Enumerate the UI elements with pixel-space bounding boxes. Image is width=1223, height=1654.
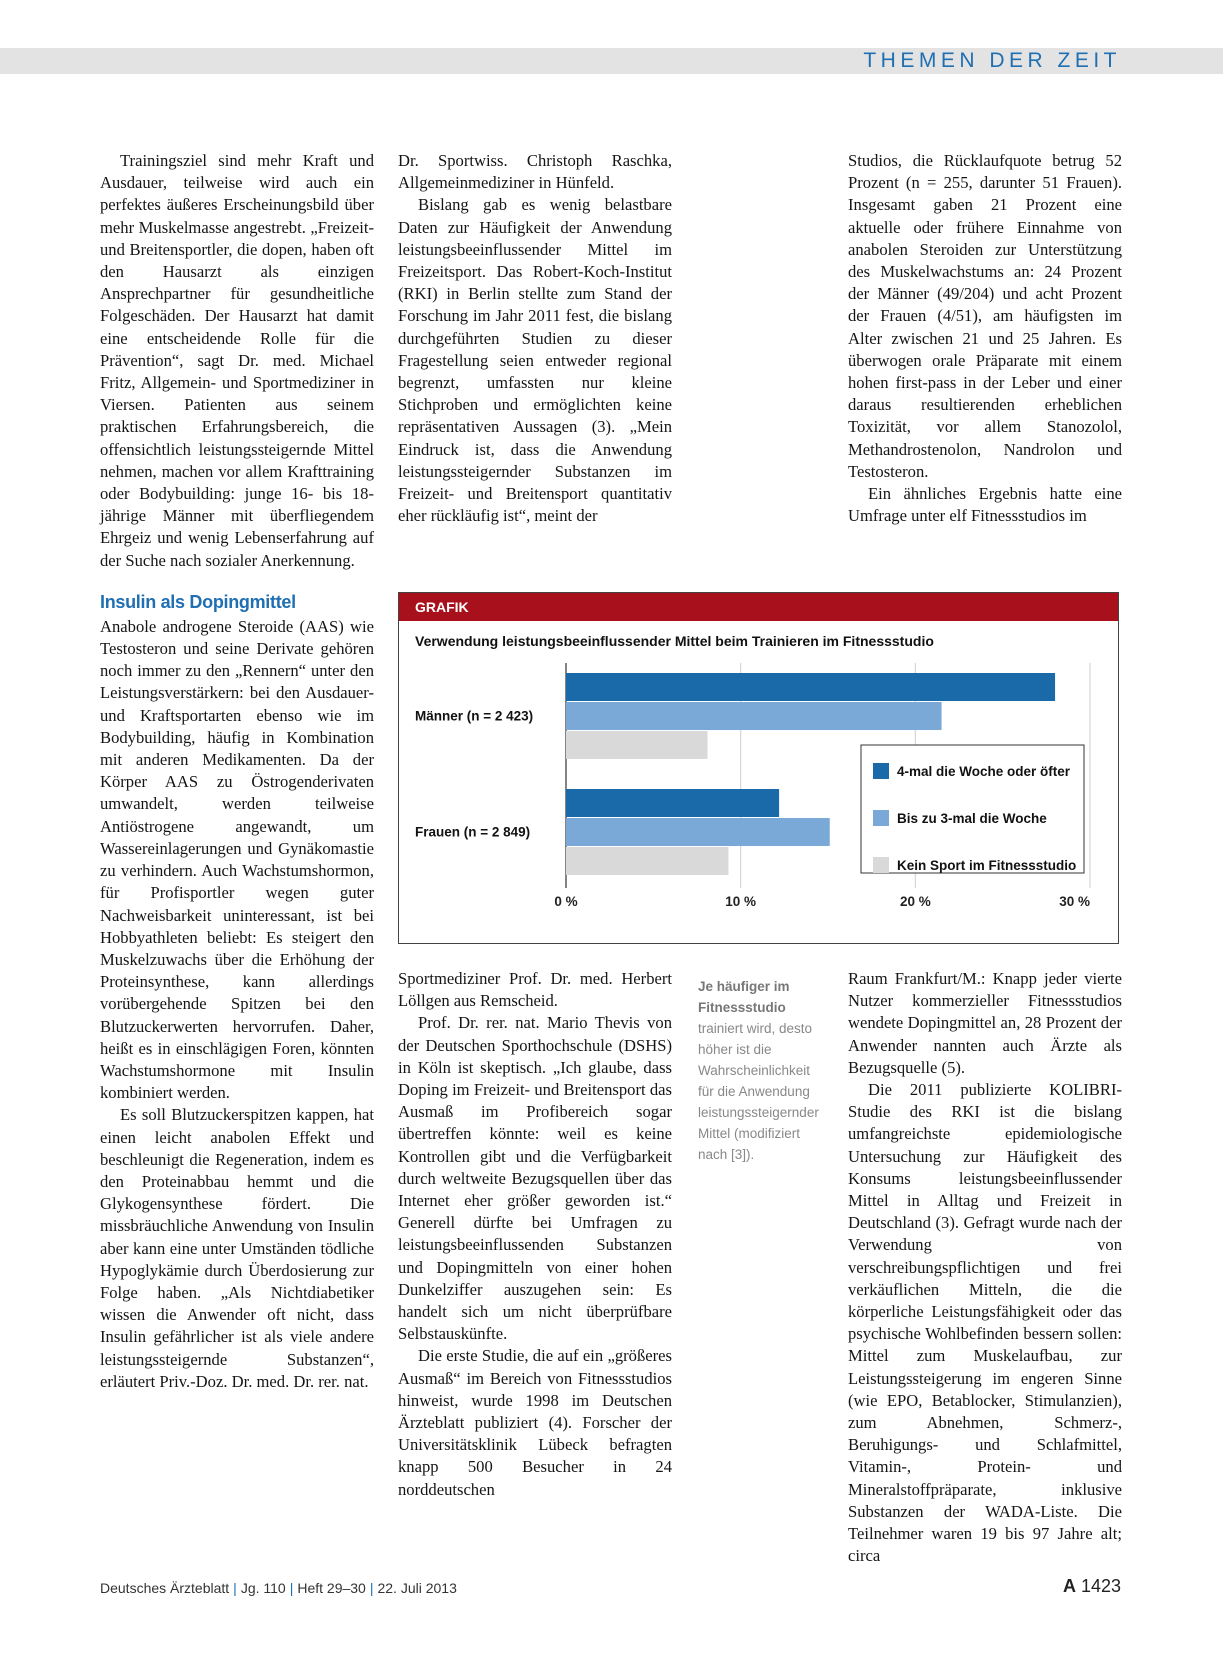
paragraph: Die 2011 publizierte KOLIBRI-Studie des RKI ist die bislang umfangreichste epidemiologische Untersuchung zur Häufigkeit des Konsums leistungsbeeinflussender Mittel in Alltag und Freizeit in Deutschland (3). Gefragt wurde nach der Verwendung von verschreibungspflichtigen und frei verkäuflichen Mitteln, die die körperliche Leistungsfähigkeit oder das psychische Wohlbefinden bessern sollen: Mittel zum Muskelaufbau, zur Leistungssteigerung im engeren Sinne (wie EPO, Betablocker, Stimulanzien), zum Abnehmen, Schmerz-, Beruhigungs- und Schlafmittel, Vitamin-, Protein- und Mineralstoffpräparate, inklusive Substanzen der WADA-Liste. Die Teilnehmer waren 19 bis 97 Jahre alt; circa <box>848 1080 1122 1566</box>
paragraph: Dr. Sportwiss. Christoph Raschka, Allgemeinmediziner in Hünfeld. <box>398 151 672 193</box>
legend-entry: Bis zu 3-mal die Woche <box>897 811 1047 826</box>
paragraph: Sportmediziner Prof. Dr. med. Herbert Löllgen aus Remscheid. <box>398 969 672 1011</box>
bar <box>566 702 942 730</box>
page-number <box>1063 1576 1121 1597</box>
legend-swatch <box>873 857 889 873</box>
column-2-bottom <box>398 968 672 1501</box>
x-tick-label: 0 % <box>554 894 578 909</box>
figure-label: GRAFIK <box>399 593 1118 621</box>
paragraph: Ein ähnliches Ergebnis hatte eine Umfrage unter elf Fitnessstudios im <box>848 484 1122 526</box>
figure-box <box>398 592 1119 944</box>
section-title: THEMEN DER ZEIT <box>863 49 1121 72</box>
legend-swatch <box>873 763 889 779</box>
volume: Jg. 110 <box>240 1580 286 1596</box>
bar <box>566 847 728 875</box>
category-label: Männer (n = 2 423) <box>415 708 534 724</box>
x-tick-label: 30 % <box>1059 894 1090 909</box>
legend-entry: Kein Sport im Fitnessstudio <box>897 858 1077 873</box>
category-label: Frauen (n = 2 849) <box>415 824 531 840</box>
caption-lead: Je häufiger im Fitnessstudio <box>698 979 790 1015</box>
journal-name: Deutsches Ärzteblatt <box>100 1580 230 1596</box>
bar <box>566 789 779 817</box>
subheading: Insulin als Dopingmittel <box>100 591 296 612</box>
column-2-top <box>398 150 672 527</box>
separator: | <box>233 1580 237 1596</box>
column-3-top <box>848 150 1122 527</box>
chart-title: Verwendung leistungsbeeinflussender Mittel beim Trainieren im Fitnessstudio <box>415 633 934 649</box>
paragraph: Die erste Studie, die auf ein „größeres Ausmaß“ im Bereich von Fitnessstudios hinweist, wurde 1998 im Deutschen Ärzteblatt publiziert (4). Forscher der Universitätsklinik Lübeck befragten knapp 500 Besucher in 24 norddeutschen <box>398 1346 672 1499</box>
bar <box>566 818 830 846</box>
separator: | <box>369 1580 374 1596</box>
x-tick-label: 10 % <box>725 894 757 909</box>
paragraph: Raum Frankfurt/M.: Knapp jeder vierte Nutzer kommerzieller Fitnessstudios wendete Dopingmittel an, 28 Prozent der Anwender nannten auch Ärzte als Bezugsquelle (5). <box>848 969 1122 1077</box>
paragraph: Trainingsziel sind mehr Kraft und Ausdauer, teilweise wird auch ein perfektes äußeres Erscheinungsbild über mehr Muskelmasse angestrebt. „Freizeit- und Breitensportler, die dopen, haben oft den Hausarzt als einzigen Ansprechpartner für gesundheitliche Folgeschäden. Der Hausarzt hat damit eine entscheidende Rolle für die Prävention“, sagt Dr. med. Michael Fritz, Allgemein- und Sportmediziner in Viersen. Patienten aus seinem praktischen Erfahrungsbereich, die offensichtlich leistungssteigernde Mittel nehmen, machen vor allem Krafttraining oder Bodybuilding: junge 16- bis 18-jährige Männer mit überfliegendem Ehrgeiz und wenig Lebenserfahrung auf der Suche nach sozialer Anerkennung. <box>100 151 374 570</box>
figure-caption <box>698 976 820 1165</box>
legend-entry: 4-mal die Woche oder öfter <box>897 764 1071 779</box>
x-tick-label: 20 % <box>899 894 931 909</box>
paragraph: Anabole androgene Steroide (AAS) wie Testosteron und seine Derivate gehören noch immer zu den „Rennern“ unter den Leistungsverstärkern: bei den Ausdauer- und Kraftsportarten ebenso wie im Bodybuilding, häufig in Kombination mit anderen Medikamenten. Da der Körper AAS zu Östrogenderivaten umwandelt, werden teilweise Antiöstrogene angewandt, um Wassereinlagerungen und Gynäkomastie zu verhindern. Auch Wachstumshormon, für Profisportler wegen guter Nachweisbarkeit uninteressant, ist bei Hobbyathleten beliebt: Es steigert den Muskelzuwachs über die Erhöhung der Proteinsynthese, kann allerdings vorübergehende Spitzen bei den Blutzuckerwerten hervorrufen. Daher, heißt es in einschlägigen Foren, könnten Wachstumshormone mit Insulin kombiniert werden. <box>100 616 374 1103</box>
column-1 <box>100 150 374 1393</box>
separator: | <box>289 1580 294 1596</box>
footer-citation <box>100 1580 457 1596</box>
bar <box>566 731 707 759</box>
paragraph: Studios, die Rücklaufquote betrug 52 Prozent (n = 255, darunter 51 Frauen). Insgesamt gaben 21 Prozent eine aktuelle oder frühere Einnahme von anabolen Steroiden zur Unterstützung des Muskelwachstums an: 24 Prozent der Männer (49/204) und acht Prozent der Frauen (4/51), am häufigsten im Alter zwischen 21 und 25 Jahren. Es überwogen orale Präparate mit einem hohen first-pass in der Leber und einer daraus resultierenden erheblichen Toxizität, vor allem Stanozolol, Methandrostenolon, Nandrolon und Testosteron. <box>848 151 1122 481</box>
page-prefix: A <box>1062 1576 1076 1596</box>
paragraph: Es soll Blutzuckerspitzen kappen, hat einen leicht anabolen Effekt und beschleunigt die Regeneration, indem es den Proteinabbau hemmt und die Glykogensynthese fördert. Die missbräuchliche Anwendung von Insulin aber kann eine unter Umständen tödliche Hypoglykämie durch Überdosierung zur Folge haben. „Als Nichtdiabetiker wissen die Anwender oft nicht, dass Insulin gefährlicher ist als viele andere leistungssteigernde Substanzen“, erläutert Priv.-Doz. Dr. med. Dr. rer. nat. <box>100 1105 374 1391</box>
column-3-bottom <box>848 968 1122 1567</box>
legend-swatch <box>873 810 889 826</box>
bar <box>566 673 1055 701</box>
bar-chart <box>399 593 1118 943</box>
paragraph: Bislang gab es wenig belastbare Daten zur Häufigkeit der Anwendung leistungsbeeinflussender Mittel im Freizeitsport. Das Robert-Koch-Institut (RKI) in Berlin stellte zum Stand der Forschung im Jahr 2011 fest, die bislang durchgeführten Studien zu dieser Fragestellung seien entweder regional begrenzt, umfassten nur kleine Stichproben und ermöglichten keine repräsentativen Aussagen (3). „Mein Eindruck ist, dass die Anwendung leistungssteigernder Substanzen im Freizeit- und Breitensport quantitativ eher rückläufig ist“, meint der <box>398 195 672 526</box>
paragraph: Prof. Dr. rer. nat. Mario Thevis von der Deutschen Sporthochschule (DSHS) in Köln ist skeptisch. „Ich glaube, dass Doping im Freizeit- und Breitensport das Ausmaß im Profibereich sogar übertreffen könnte: weil es keine Kontrollen gibt und die Verfügbarkeit durch weltweite Bezugsquellen über das Internet eher größer geworden ist.“ Generell dürfte bei Umfragen zu leistungsbeeinflussenden Substanzen und Dopingmitteln von einer hohen Dunkelziffer auszugehen sein: Es handelt sich um nicht überprüfbare Selbstauskünfte. <box>398 1013 672 1344</box>
date: 22. Juli 2013 <box>377 1580 457 1596</box>
issue: Heft 29–30 <box>297 1580 366 1596</box>
page-number-value: 1423 <box>1080 1576 1121 1596</box>
caption-text: trainiert wird, desto höher ist die Wahrscheinlichkeit für die Anwendung leistungssteigernder Mittel (modifiziert nach [3]). <box>698 1021 819 1162</box>
